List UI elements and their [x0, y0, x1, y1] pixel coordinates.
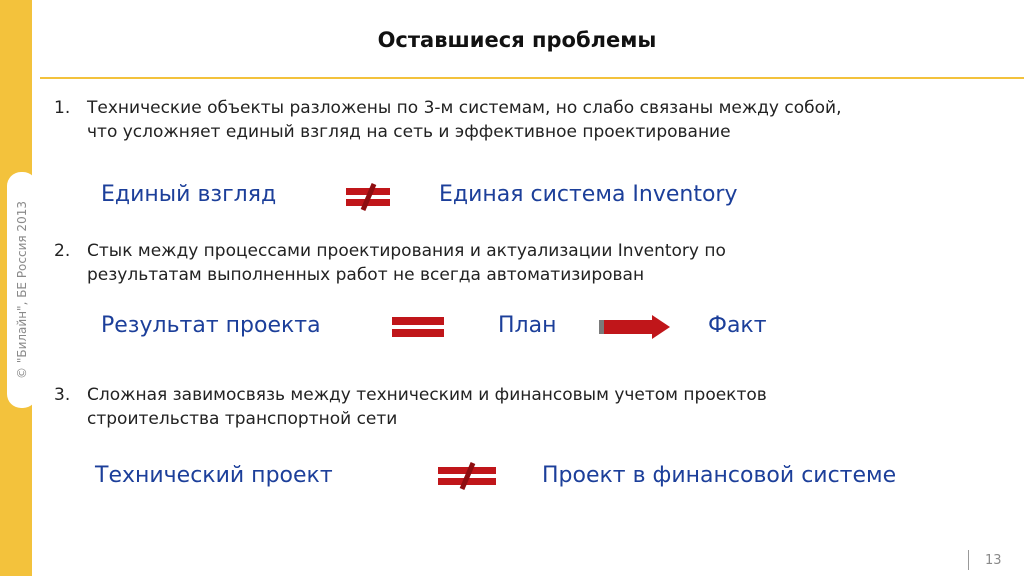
arrow-right-icon — [598, 314, 672, 340]
item-text-line: Стык между процессами проектирования и актуализации Inventory по — [87, 241, 726, 261]
item-text-line: строительства транспортной сети — [87, 409, 398, 429]
page-number: 13 — [985, 553, 1002, 568]
concept-left-3: Технический проект — [95, 463, 333, 488]
concept-right-2: Факт — [708, 313, 767, 338]
concept-right-3: Проект в финансовой системе — [542, 463, 897, 488]
concept-left-1: Единый взгляд — [101, 182, 277, 207]
item-text-line: Сложная завимосвязь между техническим и финансовым учетом проектов — [87, 385, 767, 405]
concept-right-1: Единая система Inventory — [439, 182, 738, 207]
copyright-text: © "Билайн", БЕ Россия 2013 — [15, 201, 29, 379]
item-text-line: результатам выполненных работ не всегда автоматизирован — [87, 265, 645, 285]
item-number: 2. — [54, 241, 71, 261]
item-text-line: Технические объекты разложены по 3-м системам, но слабо связаны между собой, — [87, 98, 842, 118]
item-text-line: что усложняет единый взгляд на сеть и эффективное проектирование — [87, 122, 731, 142]
item-number: 3. — [54, 385, 71, 405]
equals-icon — [390, 315, 446, 339]
concept-left-2: Результат проекта — [101, 313, 321, 338]
page-title: Оставшиеся проблемы — [377, 28, 657, 52]
concept-middle-2: План — [498, 313, 557, 338]
title-divider — [40, 77, 1024, 79]
not-equal-icon — [436, 462, 498, 490]
item-number: 1. — [54, 98, 71, 118]
not-equal-icon — [344, 183, 392, 211]
page-number-divider — [968, 550, 969, 570]
